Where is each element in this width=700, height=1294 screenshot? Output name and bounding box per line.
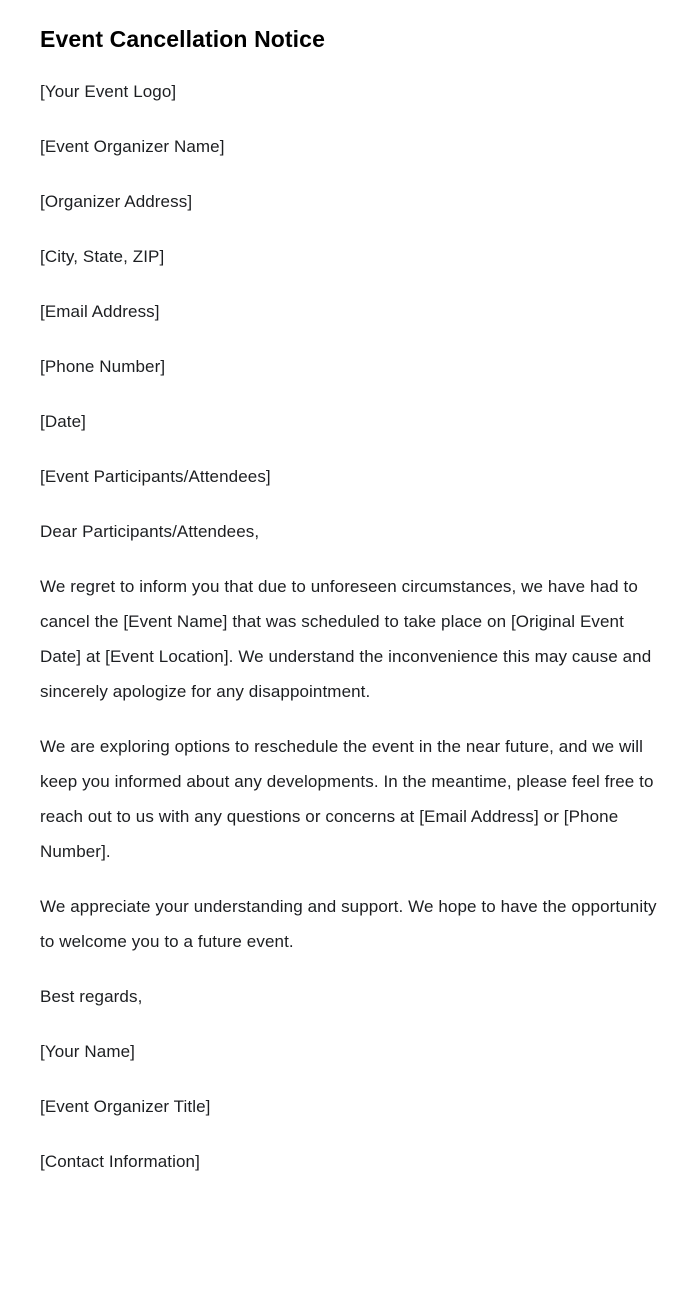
signature-your-name: [Your Name] bbox=[40, 1042, 135, 1061]
body-paragraph-2: We are exploring options to reschedule the event in the near future, and we will keep you informed about any developments. In the meantime, please feel free to reach out to us with any questions or concerns at [Email Address] or [Phone Number]. bbox=[40, 737, 654, 861]
placeholder-recipients: [Event Participants/Attendees] bbox=[40, 467, 271, 486]
body-paragraph-1: We regret to inform you that due to unforeseen circumstances, we have had to cancel the [Event Name] that was scheduled to take place on [Original Event Date] at [Event Location]. We understand the inconvenience this may cause and sincerely apologize for any disappointment. bbox=[40, 577, 652, 701]
placeholder-event-logo: [Your Event Logo] bbox=[40, 82, 177, 101]
placeholder-email-address: [Email Address] bbox=[40, 302, 160, 321]
salutation: Dear Participants/Attendees, bbox=[40, 522, 260, 541]
signature-contact-information: [Contact Information] bbox=[40, 1152, 200, 1171]
closing: Best regards, bbox=[40, 987, 143, 1006]
placeholder-date: [Date] bbox=[40, 412, 86, 431]
placeholder-organizer-name: [Event Organizer Name] bbox=[40, 137, 225, 156]
document-title: Event Cancellation Notice bbox=[40, 26, 325, 52]
placeholder-organizer-address: [Organizer Address] bbox=[40, 192, 193, 211]
signature-organizer-title: [Event Organizer Title] bbox=[40, 1097, 211, 1116]
body-paragraph-3: We appreciate your understanding and support. We hope to have the opportunity to welcome you to a future event. bbox=[40, 897, 657, 951]
placeholder-city-state-zip: [City, State, ZIP] bbox=[40, 247, 165, 266]
placeholder-phone-number: [Phone Number] bbox=[40, 357, 166, 376]
